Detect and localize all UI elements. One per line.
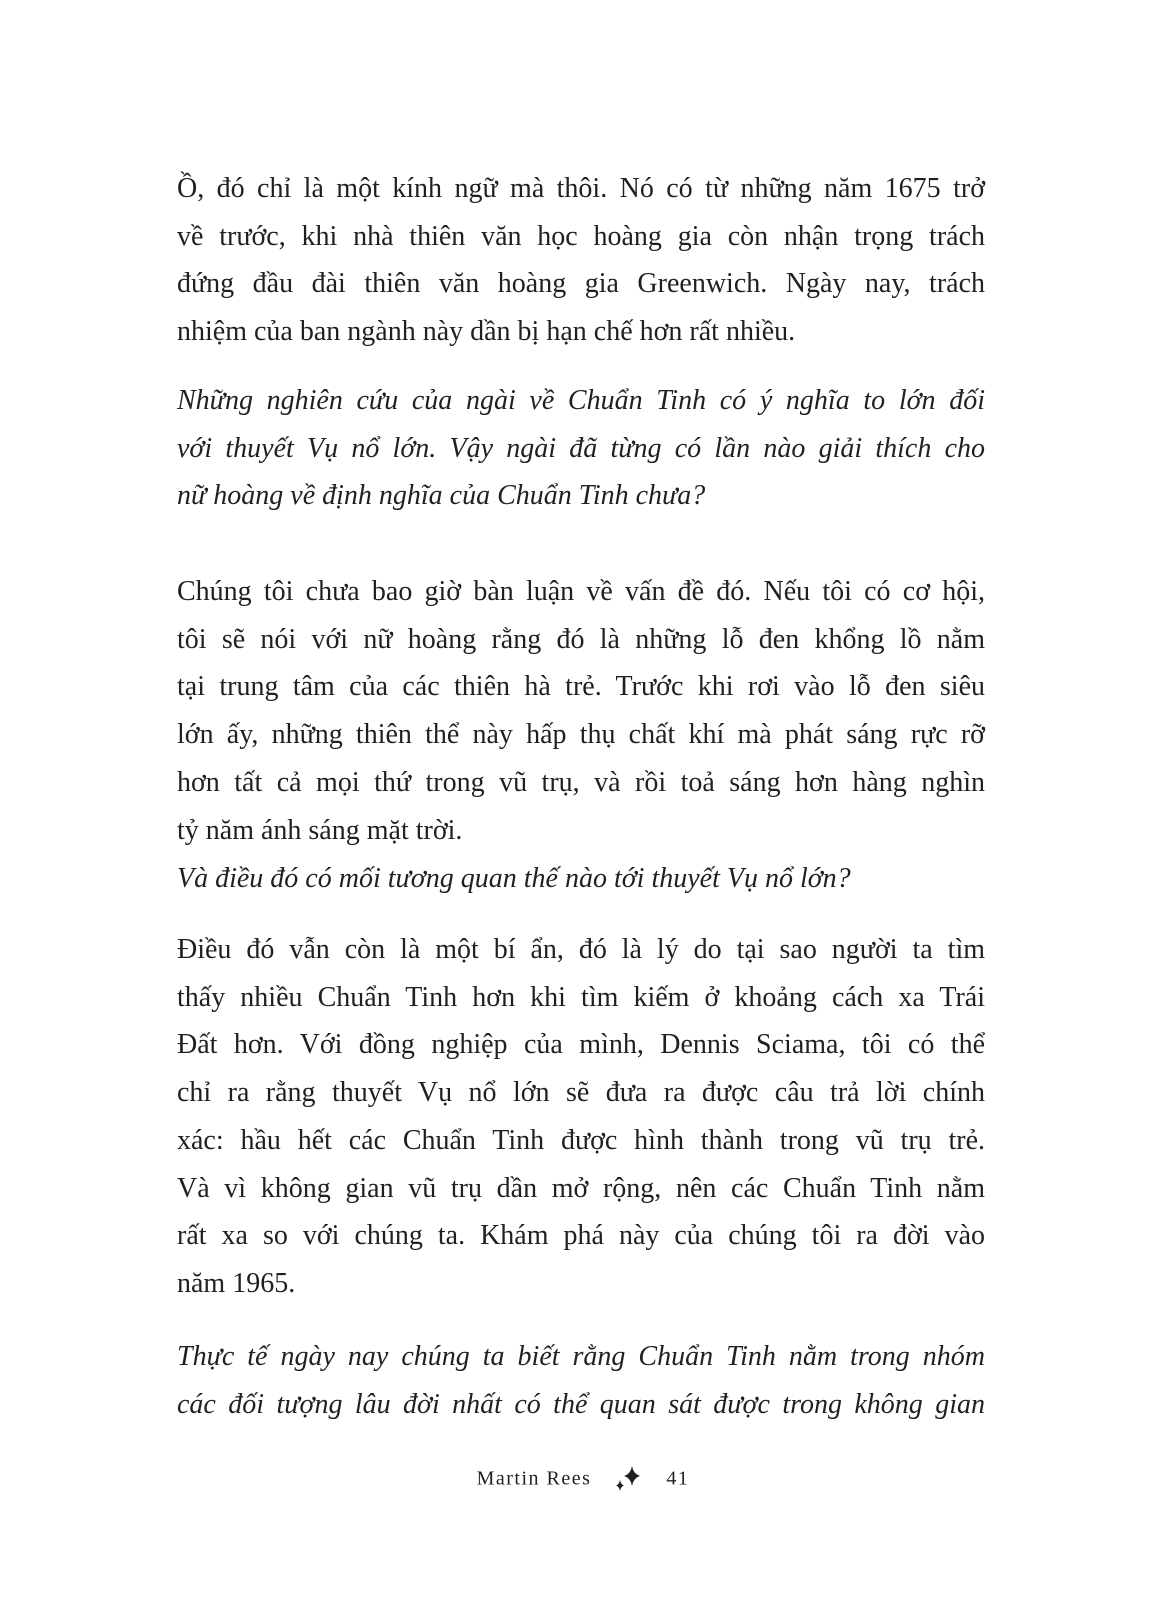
text-line: chỉ ra rằng thuyết Vụ nổ lớn sẽ đưa ra được câu trả lời chính — [177, 1077, 985, 1109]
text-line: Những nghiên cứu của ngài về Chuẩn Tinh có ý nghĩa to lớn đối — [177, 385, 985, 416]
text-line: tôi sẽ nói với nữ hoàng rằng đó là những lỗ đen khổng lồ nằm — [177, 623, 985, 655]
text-line: đứng đầu đài thiên văn hoàng gia Greenwich. Ngày nay, trách — [177, 268, 985, 300]
interview-question — [177, 377, 985, 520]
text-line: rất xa so với chúng ta. Khám phá này của chúng tôi ra đời vào — [177, 1220, 985, 1252]
text-line: với thuyết Vụ nổ lớn. Vậy ngài đã từng có lần nào giải thích cho — [177, 432, 985, 464]
text-line: Thực tế ngày nay chúng ta biết rằng Chuẩn Tinh nằm trong nhóm — [177, 1341, 985, 1372]
page-number: 41 — [666, 1467, 690, 1490]
text-line: Đất hơn. Với đồng nghiệp của mình, Dennis Sciama, tôi có thể — [177, 1029, 985, 1061]
text-line: nhiệm của ban ngành này dần bị hạn chế hơn rất nhiều. — [177, 316, 796, 348]
text-line: năm 1965. — [177, 1267, 296, 1299]
text-line: Điều đó vẫn còn là một bí ẩn, đó là lý do tại sao người ta tìm — [177, 934, 985, 965]
text-line: Và vì không gian vũ trụ dần mở rộng, nên các Chuẩn Tinh nằm — [177, 1172, 985, 1204]
interview-answer — [177, 165, 985, 356]
page-footer — [0, 1464, 1166, 1494]
running-author: Martin Rees — [476, 1467, 592, 1490]
interview-answer — [177, 926, 985, 1308]
text-line: Chúng tôi chưa bao giờ bàn luận về vấn đề đó. Nếu tôi có cơ hội, — [177, 576, 985, 607]
interview-answer — [177, 568, 985, 854]
text-line: lớn ấy, những thiên thể này hấp thụ chất khí mà phát sáng rực rỡ — [177, 719, 985, 751]
text-line: Ồ, đó chỉ là một kính ngữ mà thôi. Nó có từ những năm 1675 trở — [177, 173, 985, 204]
interview-question — [177, 855, 985, 903]
text-line: hơn tất cả mọi thứ trong vũ trụ, và rồi toả sáng hơn hàng nghìn — [177, 766, 985, 798]
interview-question — [177, 1333, 985, 1428]
sparkle-stars-icon — [612, 1464, 646, 1494]
text-line: tỷ năm ánh sáng mặt trời. — [177, 814, 463, 846]
text-line: nữ hoàng về định nghĩa của Chuẩn Tinh chưa? — [177, 480, 706, 512]
text-line: về trước, khi nhà thiên văn học hoàng gia còn nhận trọng trách — [177, 220, 985, 252]
text-line: Và điều đó có mối tương quan thế nào tới thuyết Vụ nổ lớn? — [177, 863, 851, 894]
text-line: các đối tượng lâu đời nhất có thể quan sát được trong không gian — [177, 1388, 985, 1420]
text-line: tại trung tâm của các thiên hà trẻ. Trước khi rơi vào lỗ đen siêu — [177, 671, 985, 703]
text-line: xác: hầu hết các Chuẩn Tinh được hình thành trong vũ trụ trẻ. — [177, 1124, 985, 1156]
text-line: thấy nhiều Chuẩn Tinh hơn khi tìm kiếm ở khoảng cách xa Trái — [177, 981, 985, 1013]
